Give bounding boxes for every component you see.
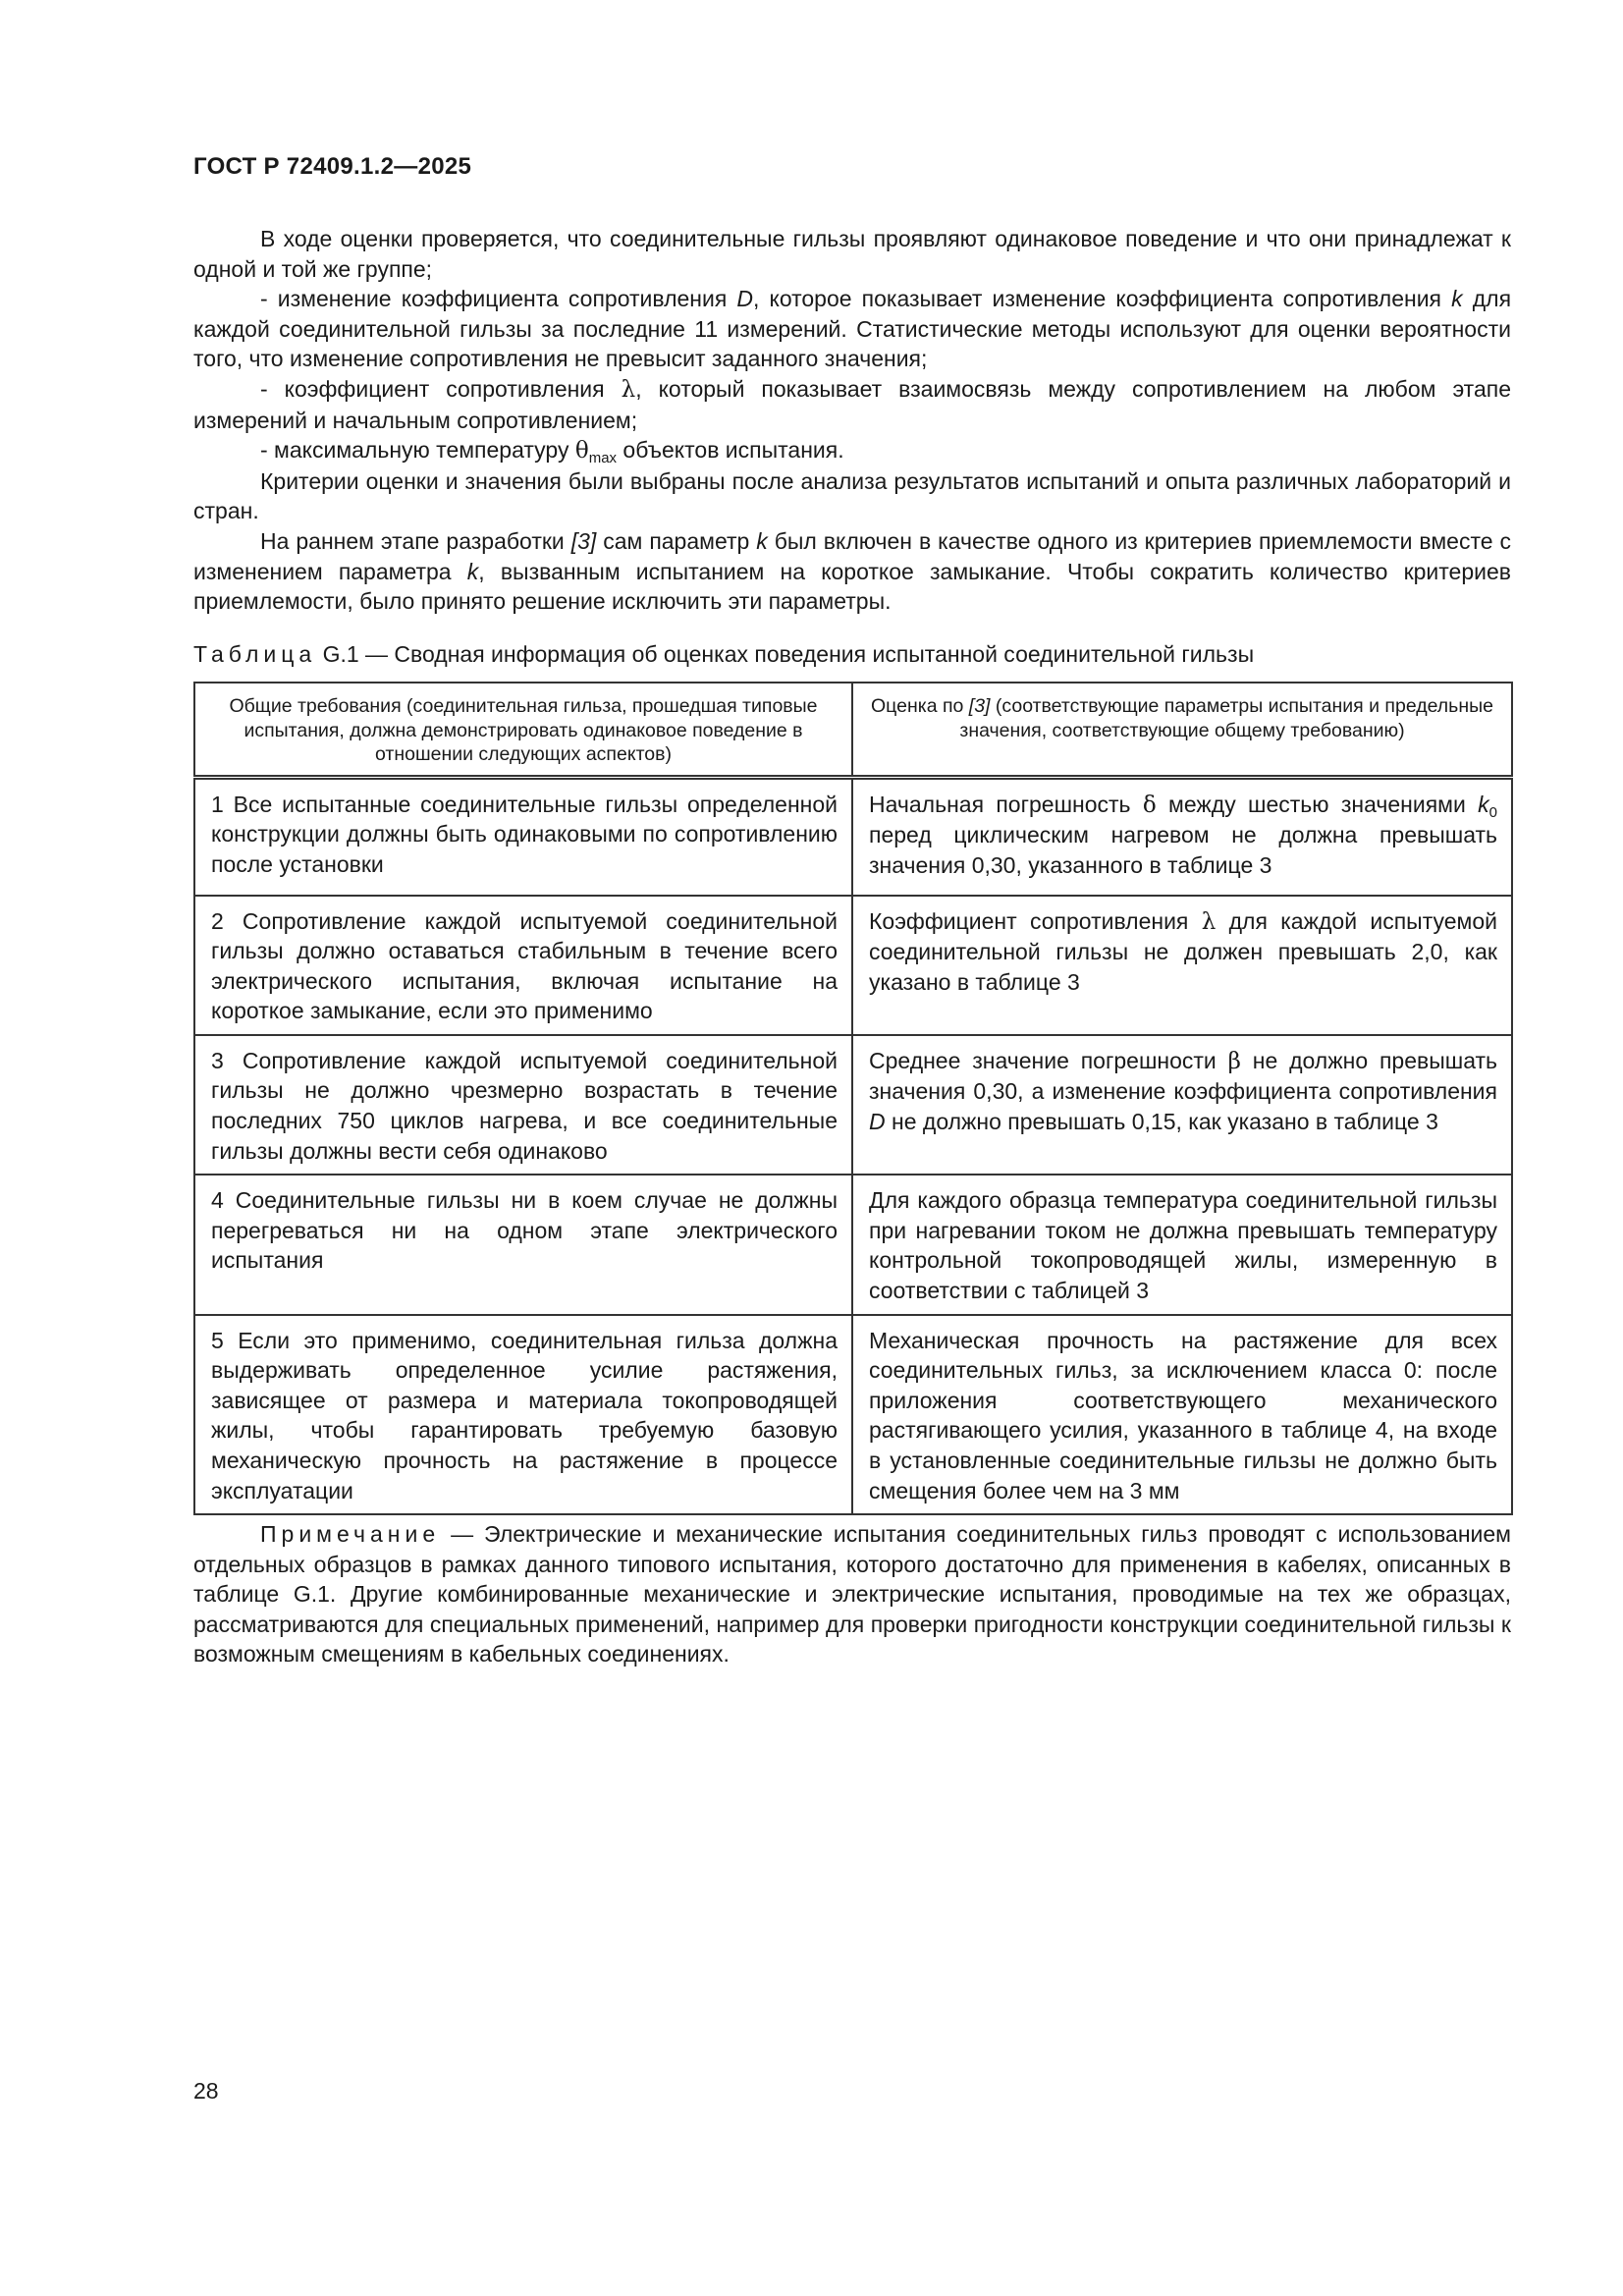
- document-header: ГОСТ Р 72409.1.2—2025: [193, 153, 472, 180]
- requirement-cell: 5 Если это применимо, соединительная гильза должна выдерживать определенное усилие растяжения, зависящее от размера и материала токопроводящей жилы, чтобы гарантировать требуемую базовую механическую прочность на растяжение в процессе эксплуатации: [194, 1315, 852, 1515]
- table-row: [194, 896, 1512, 1035]
- table-row: [194, 1175, 1512, 1314]
- assessment-cell: Для каждого образца температура соединительной гильзы при нагревании током не должна превышать температуру контрольной токопроводящей жилы, измеренную в соответствии с таблицей 3: [852, 1175, 1512, 1314]
- note-text: — Электрические и механические испытания соединительных гильз проводят с использованием отдельных образцов в рамках данного типового испытания, которого достаточно для применения в кабелях, описанных в таблице G.1. Другие комбинированные механические и электрические испытания, проводимые на тех же образцах, рассматриваются для специальных применений, например для проверки пригодности конструкции соединительной гильзы к возможным смещениям в кабельных соединениях.: [193, 1521, 1511, 1667]
- assessment-cell: Механическая прочность на растяжение для всех соединительных гильз, за исключением класса 0: после приложения соответствующего механического растягивающего усилия, указанного в таблице 4, на входе в установленные соединительные гильзы не должно быть смещения более чем на 3 мм: [852, 1315, 1512, 1515]
- requirement-cell: 4 Соединительные гильзы ни в коем случае не должны перегреваться ни на одном этапе электрического испытания: [194, 1175, 852, 1314]
- table-row: [194, 777, 1512, 896]
- assessment-cell: Коэффициент сопротивления λ для каждой испытуемой соединительной гильзы не должен превышать 2,0, как указано в таблице 3: [852, 896, 1512, 1035]
- table-row: [194, 1035, 1512, 1175]
- paragraph-4: - максимальную температуру $\theta_{max}$ объектов испытания.: [260, 437, 844, 467]
- assessment-cell: Начальная погрешность δ между шестью значениями $k_0$ перед циклическим нагревом не должна превышать значения 0,30, указанного в таблице 3: [852, 777, 1512, 896]
- paragraph-6: На раннем этапе разработки [3] сам параметр k был включен в качестве одного из критериев приемлемости вместе с изменением параметра k, вызванным испытанием на короткое замыкание. Чтобы сократить количество критериев приемлемости, было принято решение исключить эти параметры.: [193, 527, 1511, 615]
- requirement-cell: 1 Все испытанные соединительные гильзы определенной конструкции должны быть одинаковыми по сопротивлению после установки: [194, 777, 852, 896]
- requirement-cell: 3 Сопротивление каждой испытуемой соединительной гильзы не должно чрезмерно возрастать в течение последних 750 циклов нагрева, и все соединительные гильзы должны вести себя одинаково: [194, 1035, 852, 1175]
- requirement-cell: 2 Сопротивление каждой испытуемой соединительной гильзы должно оставаться стабильным в течение всего электрического испытания, включая испытание на короткое замыкание, если это применимо: [194, 896, 852, 1035]
- paragraph-3: - коэффициент сопротивления λ, который показывает взаимосвязь между сопротивлением на любом этапе измерений и начальным сопротивлением;: [193, 375, 1511, 433]
- paragraph-1: В ходе оценки проверяется, что соединительные гильзы проявляют одинаковое поведение и что они принадлежат к одной и той же группе;: [193, 226, 1511, 282]
- header-assessment: Оценка по [3] (соответствующие параметры испытания и предельные значения, соответствующие общему требованию): [852, 683, 1512, 777]
- note-label: Примечание: [260, 1521, 441, 1547]
- body-text: [193, 224, 1511, 617]
- paragraph-2: - изменение коэффициента сопротивления D, которое показывает изменение коэффициента сопротивления k для каждой соединительной гильзы за последние 11 измерений. Статистические методы используют для оценки вероятности того, что изменение сопротивления не превысит заданного значения;: [193, 286, 1512, 372]
- header-requirements: Общие требования (соединительная гильза, прошедшая типовые испытания, должна демонстрировать одинаковое поведение в отношении следующих аспектов): [194, 683, 852, 777]
- table-note: [193, 1519, 1511, 1669]
- page-number: 28: [193, 2078, 219, 2104]
- assessment-cell: Среднее значение погрешности β не должно превышать значения 0,30, а изменение коэффициента сопротивления D не должно превышать 0,15, как указано в таблице 3: [852, 1035, 1512, 1175]
- paragraph-5: Критерии оценки и значения были выбраны после анализа результатов испытаний и опыта различных лабораторий и стран.: [193, 467, 1511, 524]
- table-header-row: [194, 683, 1512, 777]
- table-caption: Таблица G.1 — Сводная информация об оценках поведения испытанной соединительной гильзы: [193, 641, 1255, 667]
- table-row: [194, 1315, 1512, 1515]
- summary-table: [193, 682, 1513, 1515]
